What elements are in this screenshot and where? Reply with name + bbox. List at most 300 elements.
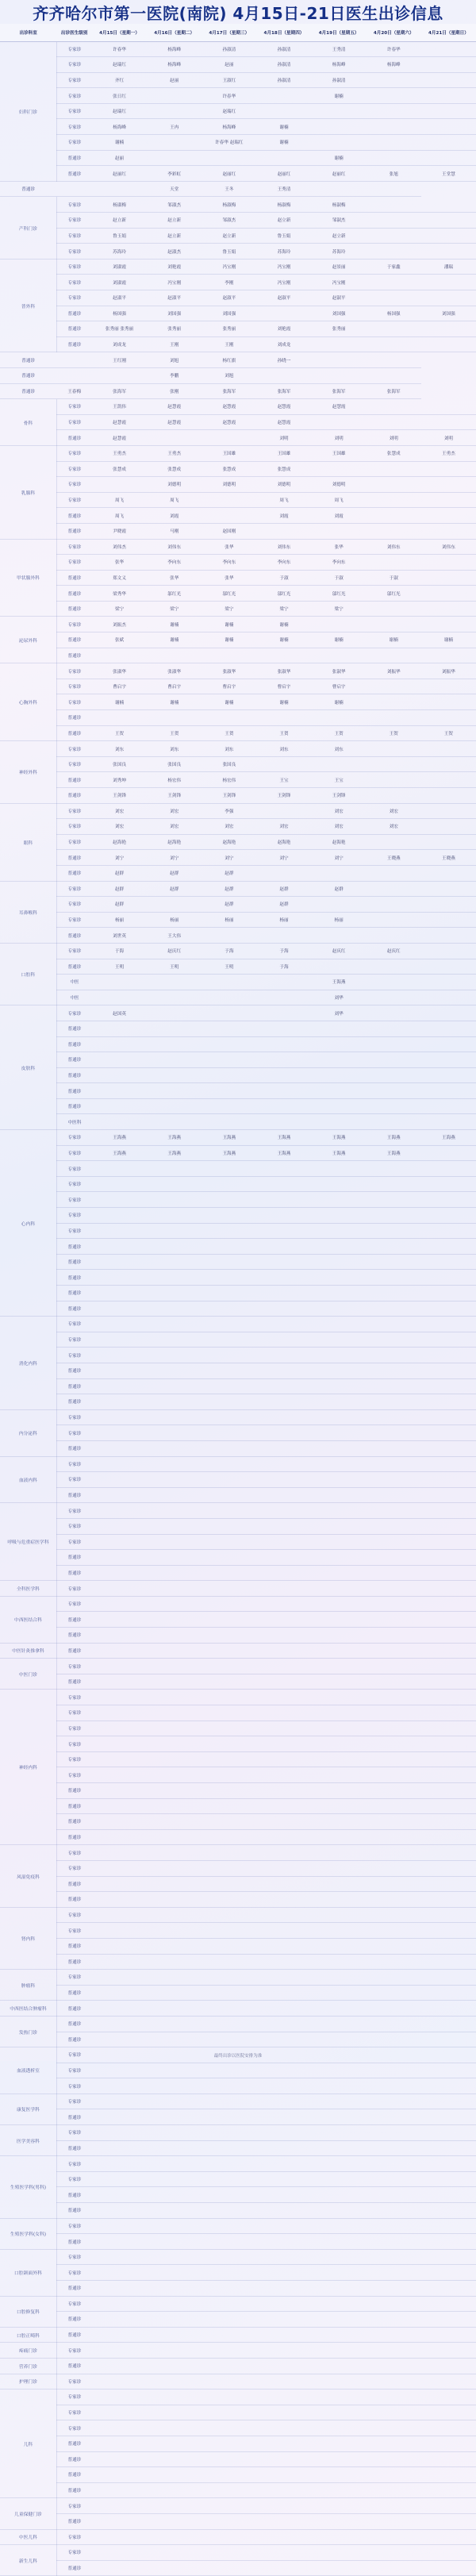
doctor-cell: 王海燕 [367, 1130, 421, 1146]
doctor-cell [147, 1690, 202, 1705]
doctor-cell: 张淑华 [312, 663, 367, 679]
doctor-cell: 赵庆红 [147, 943, 202, 959]
doctor-cell: 梁宁 [147, 601, 202, 617]
department-cell: 儿童保健门诊 [0, 2498, 56, 2529]
schedule-row [0, 1161, 476, 1177]
department-cell: 口腔正畸科 [0, 2327, 56, 2343]
doctor-cell [202, 1270, 256, 1286]
doctor-cell [92, 1783, 147, 1799]
doctor-cell: 赵立新 [147, 213, 202, 229]
schedule-row [0, 1254, 476, 1270]
level-cell: 专家诊 [56, 1845, 92, 1861]
schedule-row [0, 1176, 476, 1192]
schedule-row [0, 1409, 476, 1425]
level-cell: 普通诊 [56, 865, 92, 881]
level-cell: 专家诊 [56, 72, 92, 88]
doctor-cell [147, 1487, 202, 1503]
level-cell: 普通诊 [56, 2513, 92, 2529]
doctor-cell [312, 1970, 367, 1986]
doctor-cell: 刘国强 [202, 306, 256, 321]
doctor-cell [92, 2234, 147, 2250]
doctor-cell [312, 2281, 367, 2297]
schedule-row [0, 850, 476, 866]
doctor-cell: 刘宁 [256, 850, 311, 866]
doctor-cell [367, 1550, 421, 1566]
doctor-cell: 谢楠 [256, 135, 311, 151]
doctor-cell [147, 2296, 202, 2312]
department-cell: 疼痛门诊 [0, 2343, 56, 2359]
doctor-cell [367, 2001, 421, 2017]
schedule-row [0, 1534, 476, 1550]
doctor-cell [367, 2265, 421, 2281]
doctor-cell [367, 2296, 421, 2312]
doctor-cell: 王晓燕 [367, 850, 421, 866]
level-cell: 专家诊 [56, 244, 92, 260]
doctor-cell: 谢楠 [202, 694, 256, 710]
doctor-cell [147, 1503, 202, 1519]
schedule-row [0, 928, 476, 944]
schedule-row [0, 228, 476, 244]
doctor-cell: 于家鑫 [367, 259, 421, 275]
schedule-row [0, 477, 476, 493]
doctor-cell [92, 2529, 147, 2545]
doctor-cell [202, 2467, 256, 2483]
doctor-cell [256, 103, 311, 119]
doctor-cell [421, 555, 476, 571]
doctor-cell [147, 2560, 202, 2576]
doctor-cell: 刘振杰 [92, 617, 147, 632]
doctor-cell [202, 2218, 256, 2234]
level-cell: 专家诊 [56, 2093, 92, 2109]
doctor-cell: 王贺 [312, 725, 367, 741]
doctor-cell [147, 2063, 202, 2078]
doctor-cell: 谢楠 [421, 632, 476, 648]
doctor-cell: 赵瑞红 [202, 103, 256, 119]
doctor-cell [421, 2078, 476, 2094]
doctor-cell [147, 1643, 202, 1659]
doctor-cell [256, 1751, 311, 1767]
doctor-cell [256, 2498, 311, 2514]
schedule-row [0, 1145, 476, 1161]
doctor-cell [256, 2420, 311, 2436]
level-cell: 普通诊 [56, 2358, 92, 2374]
doctor-cell [367, 181, 421, 197]
doctor-cell [147, 2234, 202, 2250]
doctor-cell [421, 1643, 476, 1659]
level-cell: 专家诊 [56, 213, 92, 229]
schedule-row [0, 694, 476, 710]
doctor-cell [367, 1270, 421, 1286]
doctor-cell [202, 2249, 256, 2265]
doctor-cell: 张斌 [92, 632, 147, 648]
doctor-cell [202, 2312, 256, 2328]
doctor-cell [312, 2312, 367, 2328]
doctor-cell [421, 2187, 476, 2203]
doctor-cell [92, 1923, 147, 1939]
department-cell: 口腔修复科 [0, 2296, 56, 2327]
doctor-cell: 邬红光 [147, 586, 202, 602]
doctor-cell: 刘艳霞 [256, 321, 311, 337]
level-cell: 专家诊 [56, 2156, 92, 2172]
schedule-row [0, 2109, 476, 2125]
doctor-cell [256, 1254, 311, 1270]
doctor-cell [421, 1270, 476, 1286]
doctor-cell [256, 1425, 311, 1441]
doctor-cell [312, 1923, 367, 1939]
doctor-cell [421, 2312, 476, 2328]
doctor-cell [312, 1161, 367, 1177]
doctor-cell [256, 1814, 311, 1830]
doctor-cell [202, 150, 256, 166]
doctor-cell [421, 2171, 476, 2187]
schedule-row [0, 819, 476, 835]
doctor-cell [202, 1254, 256, 1270]
doctor-cell [367, 959, 421, 975]
doctor-cell [256, 2171, 311, 2187]
doctor-cell [202, 1176, 256, 1192]
doctor-cell [256, 1440, 311, 1456]
doctor-cell: 王勇杰 [92, 445, 147, 461]
level-cell: 普通诊 [56, 1892, 92, 1908]
doctor-cell: 邬红光 [367, 586, 421, 602]
schedule-row [0, 1518, 476, 1534]
doctor-cell: 梁秀华 [92, 586, 147, 602]
doctor-cell [147, 1534, 202, 1550]
level-cell: 专家诊 [56, 1721, 92, 1736]
doctor-cell [92, 1581, 147, 1597]
doctor-cell [312, 617, 367, 632]
level-cell: 专家诊 [56, 492, 92, 508]
doctor-cell: 梁宁 [256, 601, 311, 617]
doctor-cell [312, 1845, 367, 1861]
level-cell: 普通诊 [56, 1565, 92, 1581]
doctor-cell [312, 1767, 367, 1783]
doctor-cell: 刘国强 [312, 306, 367, 321]
schedule-row [0, 213, 476, 229]
doctor-cell [312, 1534, 367, 1550]
doctor-cell [256, 1767, 311, 1783]
doctor-cell [421, 1659, 476, 1674]
doctor-cell: 王宝 [312, 772, 367, 788]
doctor-cell [367, 72, 421, 88]
doctor-cell [421, 1176, 476, 1192]
doctor-cell: 杨海峰 [147, 57, 202, 73]
doctor-cell [256, 1907, 311, 1923]
doctor-cell [92, 2078, 147, 2094]
doctor-cell [421, 2405, 476, 2420]
doctor-cell: 杨宏伟 [202, 772, 256, 788]
doctor-cell [421, 508, 476, 524]
doctor-cell [92, 2358, 147, 2374]
doctor-cell: 王海燕 [256, 1145, 311, 1161]
level-cell: 专家诊 [56, 1192, 92, 1208]
doctor-cell [92, 2001, 147, 2017]
doctor-cell: 刘宁 [202, 850, 256, 866]
level-cell: 专家诊 [56, 1223, 92, 1239]
doctor-cell [312, 2265, 367, 2281]
level-cell: 专家诊 [56, 1690, 92, 1705]
level-cell: 专家诊 [56, 1161, 92, 1177]
doctor-cell [202, 2171, 256, 2187]
doctor-cell [312, 897, 367, 913]
doctor-cell [256, 1409, 311, 1425]
doctor-cell [421, 1487, 476, 1503]
doctor-cell [367, 897, 421, 913]
doctor-cell [147, 1425, 202, 1441]
schedule-row [0, 2390, 476, 2405]
doctor-cell [367, 1954, 421, 1970]
doctor-cell [147, 990, 202, 1005]
doctor-cell [202, 2529, 256, 2545]
doctor-cell [256, 2265, 311, 2281]
doctor-cell [367, 1114, 421, 1130]
doctor-cell [92, 2125, 147, 2141]
schedule-row [0, 2312, 476, 2328]
doctor-cell [312, 461, 367, 477]
doctor-cell: 赵国英 [92, 1005, 147, 1021]
doctor-cell [312, 756, 367, 772]
doctor-cell [256, 1860, 311, 1876]
doctor-cell [147, 2032, 202, 2047]
doctor-cell: 赵庆红 [367, 943, 421, 959]
doctor-cell: 杨丽 [92, 912, 147, 928]
doctor-cell [421, 1736, 476, 1752]
doctor-cell: 王贺 [367, 725, 421, 741]
level-cell: 普通诊 [56, 1021, 92, 1036]
schedule-row [0, 2078, 476, 2094]
doctor-cell [421, 1192, 476, 1208]
doctor-cell [147, 1440, 202, 1456]
doctor-cell [202, 1208, 256, 1224]
doctor-cell: 王海燕 [312, 1130, 367, 1146]
doctor-cell [256, 1674, 311, 1690]
level-cell: 专家诊 [56, 119, 92, 135]
doctor-cell [312, 1286, 367, 1301]
doctor-cell [92, 1985, 147, 2001]
schedule-row [0, 2358, 476, 2374]
doctor-cell [421, 2281, 476, 2297]
level-cell: 专家诊 [56, 57, 92, 73]
doctor-cell [147, 1550, 202, 1566]
doctor-cell [92, 2171, 147, 2187]
doctor-cell [367, 2529, 421, 2545]
doctor-cell: 李彩虹 [147, 166, 202, 182]
doctor-cell: 许春华 [367, 41, 421, 57]
doctor-cell [256, 1394, 311, 1410]
doctor-cell [202, 2436, 256, 2451]
doctor-cell [421, 1394, 476, 1410]
doctor-cell [147, 2513, 202, 2529]
doctor-cell [367, 617, 421, 632]
level-cell: 普通诊 [56, 1067, 92, 1083]
doctor-cell [256, 2109, 311, 2125]
doctor-cell [202, 2513, 256, 2529]
doctor-cell [312, 2109, 367, 2125]
doctor-cell [312, 2187, 367, 2203]
doctor-cell: 于淑 [367, 570, 421, 586]
doctor-cell [147, 2140, 202, 2156]
doctor-cell: 张华 [202, 539, 256, 555]
doctor-cell [256, 1643, 311, 1659]
department-cell: 康复医学科 [0, 2093, 56, 2124]
doctor-cell [92, 1550, 147, 1566]
level-cell: 普通诊 [56, 430, 92, 446]
doctor-cell: 赵立新 [202, 228, 256, 244]
level-cell: 普通诊 [56, 586, 92, 602]
schedule-row [0, 2560, 476, 2576]
doctor-cell [367, 477, 421, 493]
doctor-cell [256, 1332, 311, 1348]
doctor-cell [256, 1005, 311, 1021]
doctor-cell [256, 2451, 311, 2467]
doctor-cell [312, 2171, 367, 2187]
department-cell: 皮肤科 [0, 1005, 56, 1130]
doctor-cell [421, 2545, 476, 2561]
schedule-row [0, 2140, 476, 2156]
department-cell: 呼吸与危重症医学科 [0, 1503, 56, 1581]
doctor-cell: 张海军 [312, 383, 367, 399]
doctor-cell [256, 2093, 311, 2109]
schedule-row [0, 88, 476, 104]
doctor-cell [421, 679, 476, 694]
doctor-cell: 尹晓霞 [92, 523, 147, 539]
doctor-cell: 刘宏 [367, 803, 421, 819]
doctor-cell [312, 2420, 367, 2436]
department-cell: 新生儿科 [0, 2545, 56, 2576]
doctor-cell [367, 1907, 421, 1923]
doctor-cell [147, 975, 202, 990]
schedule-row [0, 586, 476, 602]
doctor-cell [202, 1223, 256, 1239]
doctor-cell [147, 2327, 202, 2343]
level-cell: 专家诊 [56, 1176, 92, 1192]
doctor-cell [421, 244, 476, 260]
doctor-cell: 刘德明 [202, 477, 256, 493]
schedule-row [0, 990, 476, 1005]
doctor-cell: 王明 [147, 959, 202, 975]
schedule-row [0, 1581, 476, 1597]
header-cell: 4月20日（星期六） [367, 24, 421, 41]
doctor-cell [92, 710, 147, 726]
doctor-cell [367, 275, 421, 290]
level-cell: 专家诊 [56, 275, 92, 290]
doctor-cell: 刘宏 [92, 803, 147, 819]
doctor-cell [147, 2265, 202, 2281]
schedule-row [0, 756, 476, 772]
doctor-cell: 苏海玲 [312, 244, 367, 260]
doctor-cell [312, 1036, 367, 1052]
schedule-row [0, 1378, 476, 1394]
doctor-cell: 于淑 [312, 570, 367, 586]
level-cell: 普通诊 [56, 2560, 92, 2576]
level-cell: 专家诊 [56, 1348, 92, 1363]
doctor-cell: 王海燕 [202, 1130, 256, 1146]
doctor-cell: 谢楠 [92, 135, 147, 151]
doctor-cell [421, 1860, 476, 1876]
doctor-cell: 孙淑清 [256, 72, 311, 88]
doctor-cell [421, 803, 476, 819]
doctor-cell [56, 352, 92, 368]
doctor-cell [312, 2545, 367, 2561]
level-cell: 普通诊 [56, 2482, 92, 2498]
doctor-cell [421, 1829, 476, 1845]
level-cell: 专家诊 [56, 1596, 92, 1612]
level-cell: 普通诊 [56, 2312, 92, 2328]
doctor-cell [312, 1736, 367, 1752]
doctor-cell: 赵群 [92, 897, 147, 913]
doctor-cell: 许春华 [92, 41, 147, 57]
doctor-cell: 张秀丽 [202, 321, 256, 337]
doctor-cell [202, 2140, 256, 2156]
level-cell: 普通诊 [56, 1938, 92, 1954]
doctor-cell [367, 2171, 421, 2187]
doctor-cell [367, 2358, 421, 2374]
doctor-cell [202, 928, 256, 944]
schedule-row [0, 1721, 476, 1736]
schedule-row [0, 321, 476, 337]
doctor-cell: 王冬 [202, 181, 256, 197]
doctor-cell [147, 1067, 202, 1083]
doctor-cell [92, 1161, 147, 1177]
doctor-cell [92, 1456, 147, 1472]
doctor-cell: 周飞 [92, 508, 147, 524]
doctor-cell [312, 2093, 367, 2109]
doctor-cell [312, 1705, 367, 1721]
level-cell: 专家诊 [56, 1005, 92, 1021]
schedule-row [0, 1114, 476, 1130]
schedule-row [0, 601, 476, 617]
doctor-cell [367, 1581, 421, 1597]
page-title: 齐齐哈尔市第一医院(南院) 4月15日-21日医生出诊信息 [33, 3, 443, 23]
header-row [0, 24, 476, 41]
doctor-cell [312, 1052, 367, 1068]
doctor-cell [92, 2032, 147, 2047]
department-cell: 中医儿科 [0, 2529, 56, 2545]
doctor-cell: 刘宁 [312, 850, 367, 866]
doctor-cell [367, 2343, 421, 2359]
doctor-cell [421, 2374, 476, 2390]
doctor-cell [256, 1783, 311, 1799]
level-cell: 普通诊 [56, 508, 92, 524]
schedule-row [0, 2171, 476, 2187]
doctor-cell [421, 275, 476, 290]
doctor-cell [256, 2467, 311, 2483]
doctor-cell [421, 321, 476, 337]
doctor-cell [147, 1985, 202, 2001]
doctor-cell [147, 1565, 202, 1581]
doctor-cell [256, 1596, 311, 1612]
doctor-cell [367, 1192, 421, 1208]
doctor-cell [367, 492, 421, 508]
doctor-cell: 刘成龙 [92, 336, 147, 352]
department-cell: 普外科 [0, 259, 56, 352]
doctor-cell [367, 1721, 421, 1736]
schedule-row [0, 2343, 476, 2359]
doctor-cell [202, 1286, 256, 1301]
doctor-cell [256, 1876, 311, 1892]
doctor-cell [367, 1067, 421, 1083]
doctor-cell: 赵淑平 [256, 290, 311, 306]
doctor-cell [367, 1783, 421, 1799]
doctor-cell [421, 1612, 476, 1628]
schedule-row [0, 1938, 476, 1954]
doctor-cell: 谢楠 [312, 150, 367, 166]
doctor-cell [147, 1021, 202, 1036]
doctor-cell [312, 1378, 367, 1394]
doctor-cell: 王海燕 [367, 1145, 421, 1161]
doctor-cell [92, 1317, 147, 1332]
doctor-cell [421, 2498, 476, 2514]
